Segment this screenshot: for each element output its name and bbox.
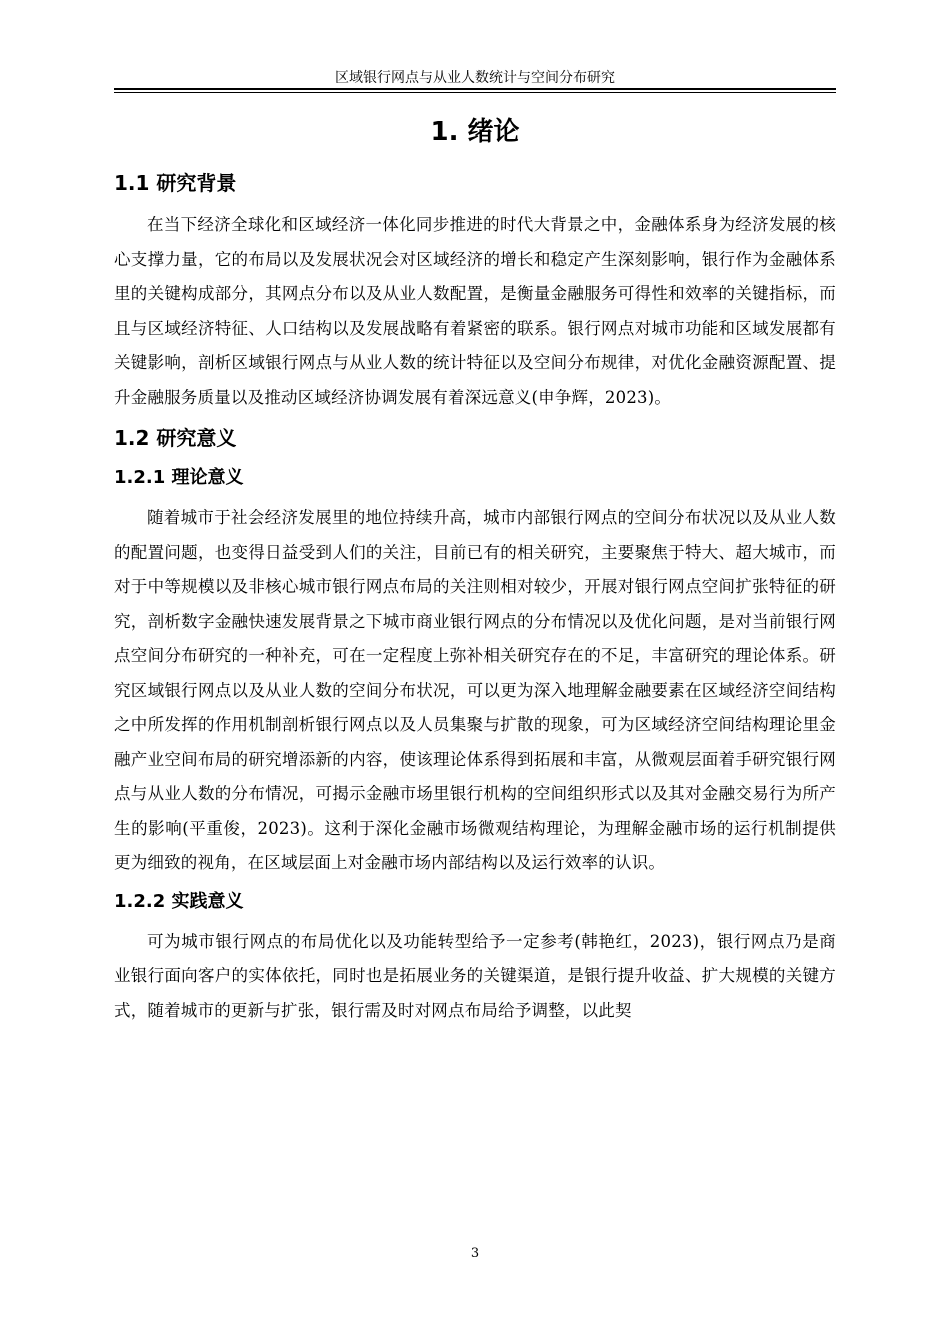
header-rule-thin xyxy=(114,92,836,93)
paragraph-theoretical-significance: 随着城市于社会经济发展里的地位持续升高，城市内部银行网点的空间分布状况以及从业人数的配置问题，也变得日益受到人们的关注，目前已有的相关研究，主要聚焦于特大、超大城市，而对于中等规模以及非核心城市银行网点布局的关注则相对较少，开展对银行网点空间扩张特征的研究，剖析数字金融快速发展背景之下城市商业银行网点的分布情况以及优化问题，是对当前银行网点空间分布研究的一种补充，可在一定程度上弥补相关研究存在的不足，丰富研究的理论体系。研究区域银行网点以及从业人数的空间分布状况，可以更为深入地理解金融要素在区域经济空间结构之中所发挥的作用机制剖析银行网点以及人员集聚与扩散的现象，可为区域经济空间结构理论里金融产业空间布局的研究增添新的内容，使该理论体系得到拓展和丰富，从微观层面着手研究银行网点与从业人数的分布情况，可揭示金融市场里银行机构的空间组织形式以及其对金融交易行为所产生的影响(平重俊，2023)。这利于深化金融市场微观结构理论，为理解金融市场的运行机制提供更为细致的视角，在区域层面上对金融市场内部结构以及运行效率的认识。 xyxy=(114,508,836,872)
page-number: 3 xyxy=(470,1246,480,1261)
chapter-title: 1. 绪论 xyxy=(430,117,520,147)
header-rule xyxy=(114,88,836,90)
running-header: 区域银行网点与从业人数统计与空间分布研究 xyxy=(335,70,615,86)
section-heading-research-significance: 1.2 研究意义 xyxy=(114,426,237,450)
section-heading-research-background: 1.1 研究背景 xyxy=(114,171,237,195)
paragraph-research-background: 在当下经济全球化和区域经济一体化同步推进的时代大背景之中，金融体系身为经济发展的核心支撑力量，它的布局以及发展状况会对区域经济的增长和稳定产生深刻影响，银行作为金融体系里的关键构成部分，其网点分布以及从业人数配置，是衡量金融服务可得性和效率的关键指标，而且与区域经济特征、人口结构以及发展战略有着紧密的联系。银行网点对城市功能和区域发展都有关键影响，剖析区域银行网点与从业人数的统计特征以及空间分布规律，对优化金融资源配置、提升金融服务质量以及推动区域经济协调发展有着深远意义(申争辉，2023)。 xyxy=(114,215,836,407)
paragraph-practical-significance: 可为城市银行网点的布局优化以及功能转型给予一定参考(韩艳红，2023)，银行网点乃是商业银行面向客户的实体依托，同时也是拓展业务的关键渠道，是银行提升收益、扩大规模的关键方式，随着城市的更新与扩张，银行需及时对网点布局给予调整，以此契 xyxy=(114,931,836,1020)
subsection-heading-theoretical-significance: 1.2.1 理论意义 xyxy=(114,467,244,488)
page-content xyxy=(114,112,836,1034)
subsection-heading-practical-significance: 1.2.2 实践意义 xyxy=(114,890,244,912)
